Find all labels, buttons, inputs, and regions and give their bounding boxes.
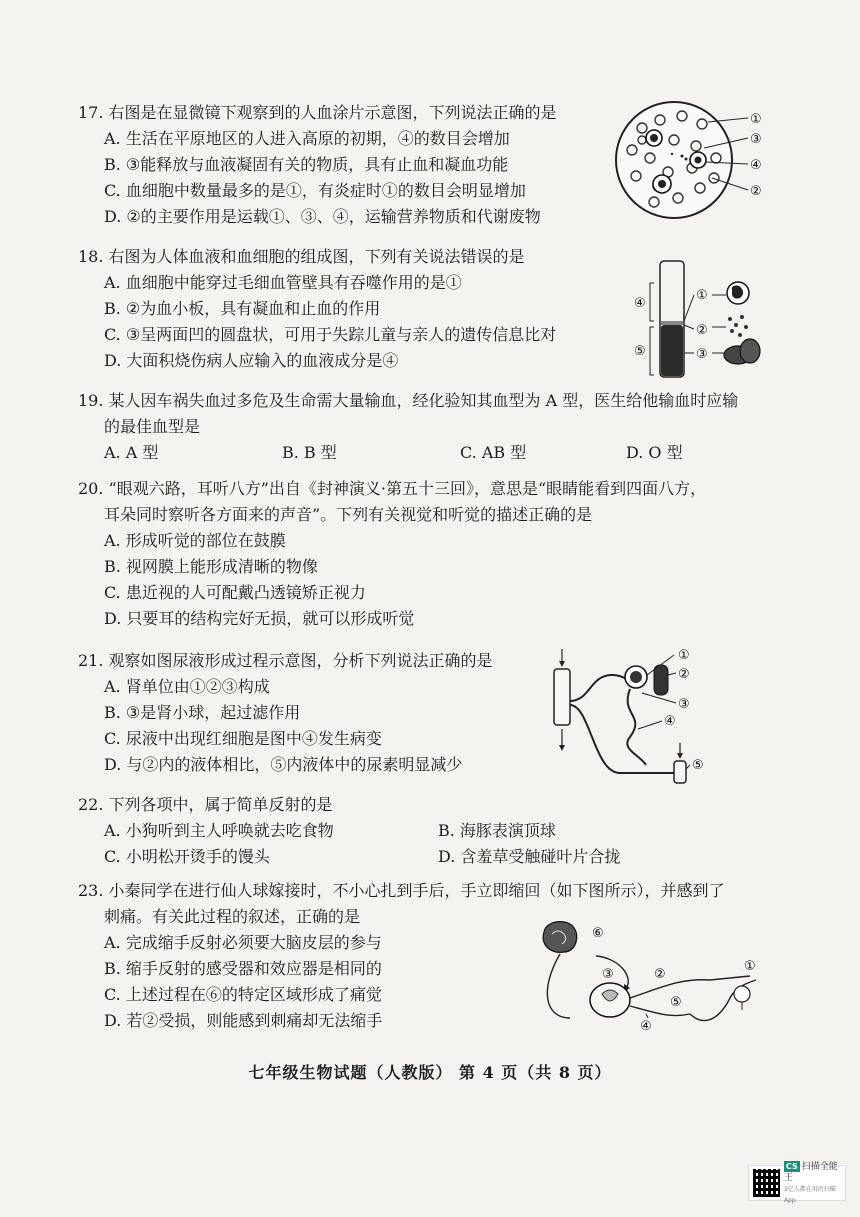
question-21	[78, 648, 493, 778]
label-2: ②	[750, 184, 762, 199]
label-3: ③	[678, 697, 690, 712]
label-5: ⑤	[670, 995, 682, 1010]
question-20	[78, 476, 706, 632]
label-5: ⑤	[634, 344, 646, 359]
label-4: ④	[750, 158, 762, 173]
option-c: C. 小明松开烫手的馒头	[104, 847, 270, 866]
label-1: ①	[744, 959, 756, 974]
option-c: C. 上述过程在⑥的特定区域形成了痛觉	[104, 985, 382, 1004]
question-17	[78, 100, 557, 230]
label-1: ①	[678, 648, 690, 663]
blood-tube-figure	[632, 255, 782, 385]
option-b: B. 缩手反射的感受器和效应器是相同的	[104, 959, 382, 978]
label-5: ⑤	[692, 758, 704, 773]
option-d: D. ②的主要作用是运载①、③、④，运输营养物质和代谢废物	[104, 207, 541, 226]
options-row	[78, 440, 738, 466]
label-4: ④	[634, 296, 646, 311]
option-d: D. 大面积烧伤病人应输入的血液成分是④	[104, 351, 399, 370]
question-stem: 17. 右图是在显微镜下观察到的人血涂片示意图，下列说法正确的是	[78, 103, 557, 122]
option-d: D. O 型	[626, 443, 683, 462]
option-c: C. 患近视的人可配戴凸透镜矫正视力	[104, 583, 366, 602]
option-d: D. 含羞草受触碰叶片合拢	[438, 847, 621, 866]
question-stem: 21. 观察如图尿液形成过程示意图，分析下列说法正确的是	[78, 651, 493, 670]
question-18	[78, 244, 556, 374]
option-b: B. ③是肾小球，起过滤作用	[104, 703, 301, 722]
option-b: B. ②为血小板，具有凝血和止血的作用	[104, 299, 381, 318]
label-4: ④	[664, 714, 676, 729]
option-a: A. 小狗听到主人呼唤就去吃食物	[104, 821, 334, 840]
label-3: ③	[696, 347, 708, 362]
label-3: ③	[602, 967, 614, 982]
option-b: B. ③能释放与血液凝固有关的物质，具有止血和凝血功能	[104, 155, 509, 174]
option-c: C. 血细胞中数量最多的是①，有炎症时①的数目会明显增加	[104, 181, 526, 200]
option-d: D. 与②内的液体相比，⑤内液体中的尿素明显减少	[104, 755, 463, 774]
label-3: ③	[750, 132, 762, 147]
option-a: A. 生活在平原地区的人进入高原的初期，④的数目会增加	[104, 129, 510, 148]
question-19	[78, 388, 738, 466]
label-1: ①	[750, 112, 762, 127]
option-a: A. 肾单位由①②③构成	[104, 677, 270, 696]
options-row	[78, 818, 620, 844]
label-6: ⑥	[592, 926, 604, 941]
label-2: ②	[696, 323, 708, 338]
scanner-brand: CS 扫描全能王 3亿人都在用的扫描App	[783, 1161, 838, 1204]
qr-code-icon	[753, 1169, 780, 1197]
option-c: C. 尿液中出现红细胞是图中④发生病变	[104, 729, 382, 748]
option-a: A. 完成缩手反射必须要大脑皮层的参与	[104, 933, 382, 952]
cs-logo-icon: CS	[785, 1161, 798, 1171]
option-d: D. 若②受损，则能感到刺痛却无法缩手	[104, 1011, 383, 1030]
option-d: D. 只要耳的结构完好无损，就可以形成听觉	[104, 609, 415, 628]
urine-formation-figure	[550, 645, 740, 785]
options-row	[78, 844, 620, 870]
label-2: ②	[678, 667, 690, 682]
question-stem: 19. 某人因车祸失血过多危及生命需大量输血，经化验知其血型为 A 型，医生给他输血时应输	[78, 391, 739, 410]
question-stem-continued: 的最佳血型是	[104, 417, 201, 436]
question-22	[78, 792, 620, 870]
option-b: B. 海豚表演顶球	[438, 821, 556, 840]
option-b: B. 视网膜上能形成清晰的物像	[104, 557, 318, 576]
question-stem-continued: 耳朵同时察听各方面来的声音”。下列有关视觉和听觉的描述正确的是	[104, 505, 593, 524]
question-stem: 20. “眼观六路，耳听八方”出自《封神演义·第五十三回》，意思是“眼睛能看到四面八方，	[78, 479, 707, 498]
option-c: C. AB 型	[460, 443, 527, 462]
question-stem: 18. 右图为人体血液和血细胞的组成图，下列有关说法错误的是	[78, 247, 525, 266]
reflex-arc-figure	[530, 918, 780, 1038]
option-b: B. B 型	[282, 443, 337, 462]
option-a: A. 血细胞中能穿过毛细血管壁具有吞噬作用的是①	[104, 273, 462, 292]
page-footer: 七年级生物试题（人教版） 第 4 页（共 8 页）	[248, 1063, 612, 1082]
scanner-watermark	[748, 1161, 846, 1204]
option-a: A. A 型	[104, 443, 159, 462]
label-2: ②	[654, 967, 666, 982]
question-stem: 23. 小秦同学在进行仙人球嫁接时，不小心扎到手后，手立即缩回（如下图所示），并感到了	[78, 881, 725, 900]
label-1: ①	[696, 288, 708, 303]
option-c: C. ③呈两面凹的圆盘状，可用于失踪儿童与亲人的遗传信息比对	[104, 325, 557, 344]
question-stem: 22. 下列各项中，属于简单反射的是	[78, 795, 333, 814]
question-stem-continued: 刺痛。有关此过程的叙述，正确的是	[104, 907, 361, 926]
label-4: ④	[640, 1019, 652, 1034]
blood-smear-figure	[612, 98, 792, 228]
option-a: A. 形成听觉的部位在鼓膜	[104, 531, 286, 550]
